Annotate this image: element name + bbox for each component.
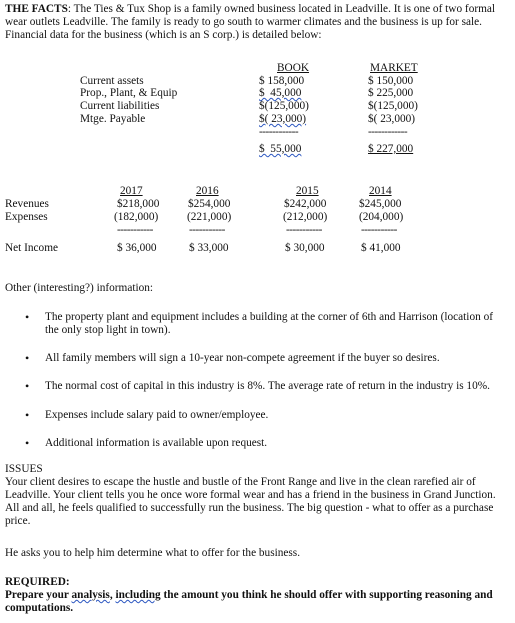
revenue-value: $218,000 (117, 198, 160, 210)
issues-heading: ISSUES (5, 463, 43, 475)
net-income-label: Net Income (5, 242, 59, 254)
bullet-dot-icon: • (25, 310, 30, 324)
revenue-value: $242,000 (284, 198, 327, 210)
bullet-dot-icon: • (25, 351, 30, 365)
net-income-value: $ 30,000 (285, 242, 325, 254)
expenses-label: Expenses (5, 211, 48, 223)
bullet-text: All family members will sign a 10-year non-compete agreement if the buyer so desires. (45, 352, 440, 364)
required-text-part: Prepare your (5, 589, 72, 601)
required-text-part: , (109, 589, 116, 601)
issues-text: Your client desires to escape the hustle and bustle of the Front Range and live in the clean rarefied air of Leadville. Your client tells you he once wore formal wear and has a friend in the business in Grand Junction. All and all, he feels qualified to successfully run the business. The big question - what to offer as a purchase price. (5, 476, 496, 527)
balance-row-market: $( 23,000) (368, 113, 416, 125)
balance-row-market: $ 225,000 (368, 87, 414, 99)
year-header: 2014 (369, 185, 392, 197)
expense-value: (221,000) (187, 211, 232, 223)
balance-row-market: $ 150,000 (368, 75, 414, 87)
revenue-value: $254,000 (188, 198, 231, 210)
bullet-dot-icon: • (25, 436, 30, 450)
year-header: 2017 (120, 185, 143, 197)
balance-row-label: Current assets (80, 75, 144, 87)
issues-help-text: He asks you to help him determine what to offer for the business. (5, 547, 301, 559)
bullet-text: The normal cost of capital in this industry is 8%. The average rate of return in the industry is 10%. (45, 380, 490, 392)
book-header: BOOK (277, 62, 310, 74)
income-dash-line: ----------- (117, 224, 153, 236)
balance-row-label: Prop., Plant, & Equip (80, 87, 178, 99)
balance-row-book: $ 158,000 (259, 75, 305, 87)
expense-value: (182,000) (114, 211, 159, 223)
bullet-text: Additional information is available upon request. (45, 437, 268, 449)
required-word-including: including (115, 589, 161, 601)
expense-value: (204,000) (359, 211, 404, 223)
required-heading: REQUIRED: (5, 576, 70, 588)
net-income-value: $ 36,000 (117, 242, 157, 254)
market-header: MARKET (370, 62, 418, 74)
bullet-dot-icon: • (25, 379, 30, 393)
bullet-text: Expenses include salary paid to owner/employee. (45, 409, 269, 421)
required-text (5, 589, 511, 615)
income-dash-line: ----------- (361, 224, 397, 236)
facts-text: : The Ties & Tux Shop is a family owned business located in Leadville. It is one of two formal wear outlets Leadville. The family is ready to go south to warmer climates and the business is up for sale. Financial data for the business (which is an S corp.) is detailed below: (5, 3, 496, 41)
required-word-analysis: analysis (71, 589, 110, 601)
balance-row-book: $ 45,000 (259, 87, 302, 99)
book-dash-line: ------------ (259, 126, 299, 138)
facts-paragraph (5, 3, 511, 42)
income-dash-line: ----------- (286, 224, 322, 236)
balance-row-market: $(125,000) (368, 100, 418, 112)
market-dash-line: ------------ (368, 126, 408, 138)
revenues-label: Revenues (5, 198, 49, 210)
income-dash-line: ----------- (189, 224, 225, 236)
net-income-value: $ 41,000 (361, 242, 401, 254)
bullet-text: The property plant and equipment includes a building at the corner of 6th and Harrison (location of the only stop light in town). (45, 311, 493, 336)
book-total: $ 55,000 (259, 143, 302, 155)
balance-row-book: $(125,000) (259, 100, 309, 112)
balance-row-book: $( 23,000) (259, 113, 307, 125)
year-header: 2015 (296, 185, 319, 197)
facts-heading: THE FACTS (5, 3, 68, 15)
market-total: $ 227,000 (368, 143, 414, 155)
required-text-part: the amount you think he should offer with supporting reasoning and computations. (5, 589, 493, 614)
revenue-value: $245,000 (359, 198, 402, 210)
bullet-dot-icon: • (25, 408, 30, 422)
other-heading: Other (interesting?) information: (5, 282, 154, 294)
balance-row-label: Current liabilities (80, 100, 160, 112)
balance-row-label: Mtge. Payable (80, 113, 146, 125)
net-income-value: $ 33,000 (189, 242, 229, 254)
expense-value: (212,000) (283, 211, 328, 223)
year-header: 2016 (196, 185, 219, 197)
